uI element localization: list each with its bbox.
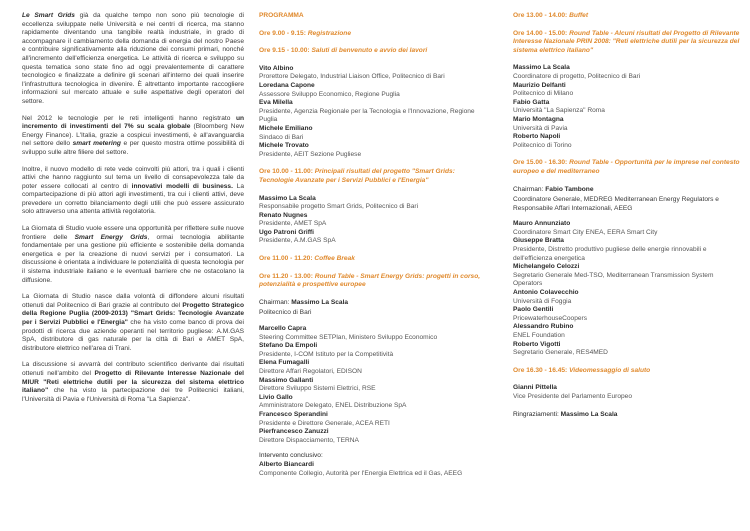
speaker-role: Politecnico di Torino — [513, 141, 572, 149]
thanks-name: Massimo La Scala — [560, 410, 618, 418]
intro-text: che ha visto la partecipazione dei tre Politecnici italiani, l'Università di Pavia e l'Università di Roma "La Sapienza". — [22, 387, 244, 403]
speaker-group — [513, 186, 740, 358]
speaker-name: Fabio Gatta — [513, 98, 550, 106]
chairman-name: Fabio Tambone — [545, 185, 594, 193]
speaker-name: Mauro Annunziato — [513, 220, 571, 228]
speaker-name: Roberto Napoli — [513, 133, 561, 141]
session-time: Ore 15.00 - 16.30: — [513, 159, 568, 167]
speaker — [513, 133, 740, 150]
speaker-name: Francesco Sperandini — [259, 410, 328, 418]
speaker-role: Università "La Sapienza" Roma — [513, 107, 605, 115]
intro-emphasis: smart metering — [72, 140, 121, 148]
speaker-role: Componente Collegio, Autorità per l'Energia Elettrica ed il Gas, AEEG — [259, 469, 463, 477]
speaker-role: Politecnico di Milano — [513, 90, 574, 98]
speaker-name: Michele Trovato — [259, 142, 309, 150]
speaker — [259, 65, 487, 82]
intro-paragraph — [22, 361, 244, 404]
speaker — [259, 428, 487, 445]
speaker-role: Università di Foggia — [513, 297, 572, 305]
speaker — [259, 212, 487, 229]
speaker — [513, 82, 740, 99]
speaker — [513, 384, 740, 401]
intro-emphasis: innovativi modelli di business. — [131, 182, 233, 190]
intro-column — [22, 12, 244, 412]
speaker — [513, 289, 740, 306]
speaker-role: Prorettore Delegato, Industrial Liaison Office, Politecnico di Bari — [259, 73, 445, 81]
chairman-line — [259, 299, 487, 308]
speaker — [259, 99, 487, 125]
speaker — [259, 195, 487, 212]
speaker-name: Marcello Capra — [259, 325, 307, 333]
session-title — [259, 30, 487, 39]
speaker-role: Steering Committee SETPlan, Ministero Sviluppo Economico — [259, 333, 438, 341]
session-title — [259, 255, 487, 264]
session-title — [259, 47, 487, 56]
speaker-role: Segretario Generale Med-TSO, Mediterranean Transmission System Operators — [513, 271, 714, 288]
speaker-name: Renato Nugnes — [259, 211, 308, 219]
speaker-name: Alessandro Rubino — [513, 323, 574, 331]
speaker — [259, 359, 487, 376]
session-name: Round Table - Opportunità per le imprese nel contesto europeo e del mediterraneo — [513, 159, 740, 175]
speaker-name: Pierfrancesco Zanuzzi — [259, 428, 329, 436]
intro-text: La Giornata di Studio nasce dalla volontà di diffondere alcuni risultati ottenuti dal Politecnico di Bari grazie al contributo del — [22, 293, 244, 309]
speaker-name: Maurizio Delfanti — [513, 81, 566, 89]
intro-text: La compartecipazione di più attori agli investimenti, tra cui i clienti attivi, deve prevedere un corretto bilanciamento degli utili che può essere assicurato solo attraverso una attenta attività regolatoria. — [22, 182, 244, 216]
speaker-name: Antonio Colavecchio — [513, 289, 579, 297]
afternoon-column — [513, 12, 740, 421]
session-name: Coffee Break — [314, 255, 355, 263]
intro-paragraph — [22, 293, 244, 353]
speaker-group — [513, 384, 740, 401]
speaker-name: Paolo Gentili — [513, 306, 554, 314]
speaker-name: Mario Montagna — [513, 115, 564, 123]
session-name: Videomessaggio di saluto — [569, 366, 651, 374]
speaker — [259, 82, 487, 99]
speaker — [513, 116, 740, 133]
speaker-role: Segretario Generale, RES4MED — [513, 349, 608, 357]
speaker-role: Presidente e Direttore Generale, ACEA RETI — [259, 419, 390, 427]
speaker-role: PricewaterhouseCoopers — [513, 314, 588, 322]
speaker — [259, 342, 487, 359]
speaker-name: Stefano Da Empoli — [259, 342, 318, 350]
speaker-name: Giuseppe Bratta — [513, 237, 564, 245]
speaker-name: Alberto Biancardi — [259, 460, 314, 468]
speaker-name: Livio Gallo — [259, 393, 293, 401]
intro-emphasis: un incremento di investimenti del 7% su scala globale — [22, 114, 244, 131]
closing-label: Intervento conclusivo: — [259, 452, 323, 460]
thanks-label: Ringraziamenti: — [513, 410, 559, 418]
speaker — [513, 99, 740, 116]
session-name: Round Table - Alcuni risultati del Progetto di Rilevante Interesse Nazionale PRIN 2008: "Reti elettriche dutili per la sicurezza del sistema elettrico italiano" — [513, 29, 740, 54]
chairman-role: Coordinatore Generale, MEDREG Mediterranean Energy Regulators e Responsabile Affari Internazionali, AEEG — [513, 196, 719, 212]
intro-emphasis: Smart Energy Grids — [74, 233, 148, 241]
speaker — [259, 229, 487, 246]
intro-paragraph — [22, 12, 244, 107]
chairman-label: Chairman: — [513, 185, 544, 193]
session-name: Round Table - Smart Energy Grids: progetti in corso, potenzialità e prospettive europee — [259, 272, 481, 289]
session-time: Ore 14.00 - 15.00: — [513, 29, 568, 37]
speaker-role: Sindaco di Bari — [259, 133, 304, 141]
speaker-role: Presidente, Distretto produttivo pugliese delle energie rinnovabili e dell'efficienza energetica — [513, 246, 707, 262]
speaker — [259, 394, 487, 411]
intro-emphasis: Progetto di Rilevante Interesse Nazionale del MIUR "Reti elettriche dutili per la sicurezza del sistema elettrico italiano" — [22, 369, 244, 395]
intro-text: , ormai tecnologia abilitante fondamentale per una gestione più efficiente e sostenibile della domanda energetica e per la creazione di nuovi servizi per i consumatori. La discussione è orientata a individuare le potenzialità di questa tecnologia per il sistema industriale italiano e le eventuali barriere che ne ostacolano la diffusione. — [22, 233, 244, 284]
speaker-role: Coordinatore di progetto, Politecnico di Bari — [513, 72, 641, 80]
speaker — [513, 237, 740, 263]
speaker — [513, 64, 740, 81]
speaker — [513, 323, 740, 340]
speaker-group — [259, 195, 487, 247]
intro-text: La Giornata di Studio vuole essere una opportunità per riflettere sulle nuove frontiere delle — [22, 225, 244, 241]
session-title — [513, 12, 740, 21]
speaker-role: Vice Presidente del Parlamento Europeo — [513, 392, 633, 400]
intro-text: e per questo mostra ottime possibilità di sviluppo sulle altre filiere del settore. — [22, 140, 245, 156]
speaker — [259, 461, 487, 478]
programme-column — [259, 12, 487, 487]
session-time: Ore 11.00 - 11.20: — [259, 255, 313, 263]
speaker-name: Roberto Vigotti — [513, 340, 561, 348]
speaker — [259, 142, 487, 159]
speaker — [259, 377, 487, 394]
session-time: Ore 9.00 - 9.15: — [259, 29, 306, 37]
speaker-role: Assessore Sviluppo Economico, Regione Puglia — [259, 90, 400, 98]
speaker-role: Presidente, I-COM Istituto per la Competitività — [259, 350, 394, 358]
speaker-role: Presidente, A.M.GAS SpA — [259, 237, 336, 245]
speaker-group — [259, 299, 487, 478]
session-title — [259, 168, 487, 185]
intro-text: (Bloomberg New Energy Finance). L'Italia, grazie a cospicui investimenti, è all'avanguardia nel settore dello — [22, 123, 244, 148]
intro-text: La discussione si avvarrà del contributo scientifico derivante dai risultati ottenuti nell'ambito del — [22, 361, 244, 377]
session-title — [259, 273, 487, 290]
speaker-role: Direttore Affari Regolatori, EDISON — [259, 368, 362, 375]
speaker-role: Responsabile progetto Smart Grids, Politecnico di Bari — [259, 203, 419, 211]
speaker — [259, 325, 487, 342]
intro-text: Nel 2012 le tecnologie per le reti intelligenti hanno registrato — [22, 114, 236, 122]
intro-paragraph — [22, 225, 244, 285]
speaker-role: Presidente, AEIT Sezione Pugliese — [259, 150, 362, 158]
intro-emphasis: Le Smart Grids — [22, 12, 75, 19]
programme-heading: PROGRAMMA — [259, 12, 304, 19]
speaker-role: Coordinatore Smart City ENEA, EERA Smart City — [513, 228, 658, 236]
speaker-role: Amministratore Delegato, ENEL Distribuzione SpA — [259, 402, 407, 410]
chairman-line — [513, 186, 740, 195]
speaker-name: Michele Emiliano — [259, 124, 313, 132]
speaker — [513, 263, 740, 289]
speaker-name: Massimo La Scala — [259, 194, 316, 202]
speaker — [259, 411, 487, 428]
intro-text: Inoltre, il nuovo modello di rete vede coinvolti più attori, tra i quali i clienti attivi che hanno raggiunto sul tema un livello di consapevolezza tale da poter essere collocati al centro di — [22, 165, 244, 190]
intro-text: già da qualche tempo non sono più tecnologie di eccellenza sviluppate nelle Università e nei centri di ricerca, ma stanno rapidamente diventando una tangibile realtà industriale, in grado di accompagnare il cambiamento della domanda di energia del nostro Paese e contribuire significativamente alla riduzione dei consumi primari, nonché all'incremento dell'efficienza energetica. Le attività di ricerca e sviluppo su questa tematica sono state fino ad oggi prevalentemente di carattere tecnologico e finalizzate a definire gli scenari all'interno dei quali inserire l'infrastruttura tecnologica in divenire. È altrettanto importante raccogliere informazioni sul mercato attuale e sulle aspettative degli operatori del settore. — [22, 12, 244, 105]
session-time: Ore 10.00 - 11.00: — [259, 168, 313, 176]
speaker-role: Presidente, AMET SpA — [259, 220, 327, 228]
session-title — [513, 159, 740, 176]
chairman-label: Chairman: — [259, 298, 290, 306]
session-title — [513, 30, 740, 56]
speaker-group — [259, 65, 487, 160]
session-time: Ore 16.30 - 16.45: — [513, 366, 568, 374]
speaker-name: Gianni Pittella — [513, 384, 557, 392]
speaker-role: Direttore Sviluppo Sistemi Elettrici, RSE — [259, 385, 376, 393]
session-time: Ore 13.00 - 14.00: — [513, 12, 568, 19]
intro-paragraph — [22, 166, 244, 218]
speaker — [513, 306, 740, 323]
thanks-line — [513, 411, 740, 420]
intro-emphasis: Progetto Strategico della Regione Puglia (2009-2013) "Smart Grids: Tecnologie Avanzate per i Servizi Pubblici e l'Energia" — [22, 301, 245, 326]
speaker-role: Presidente, Agenzia Regionale per la Tecnologia e l'Innovazione, Regione Puglia — [259, 107, 475, 124]
speaker — [513, 341, 740, 358]
session-name: Buffet — [569, 12, 589, 19]
speaker — [513, 220, 740, 237]
chairman-role: Politecnico di Bari — [259, 309, 312, 317]
speaker-name: Eva Milella — [259, 99, 293, 107]
chairman-name: Massimo La Scala — [291, 298, 349, 306]
session-name: Saluti di benvenuto e avvio dei lavori — [311, 47, 428, 55]
speaker-role: ENEL Foundation — [513, 332, 565, 339]
speaker-group — [513, 64, 740, 150]
speaker-name: Elena Fumagalli — [259, 359, 310, 367]
session-time: Ore 11.20 - 13.00: — [259, 272, 313, 280]
speaker-name: Vito Albino — [259, 64, 294, 72]
speaker-name: Massimo La Scala — [513, 64, 570, 72]
speaker-name: Ugo Patroni Griffi — [259, 228, 314, 236]
session-name: Registrazione — [307, 29, 352, 37]
speaker — [259, 125, 487, 142]
speaker-role: Università di Pavia — [513, 124, 568, 132]
session-title — [513, 367, 740, 376]
intro-paragraph — [22, 115, 244, 158]
intro-text: che ha visto come banco di prova dei prodotti di ricerca due aziende operanti nel territorio pugliese: A.M.GAS SpA, distributore di gas naturale per la città di Bari e AMET SpA, distributore elettrico nell'area di Trani. — [22, 319, 244, 352]
speaker-name: Massimo Gallanti — [259, 376, 314, 384]
speaker-name: Michelangelo Celozzi — [513, 263, 580, 271]
speaker-name: Loredana Capone — [259, 81, 315, 89]
session-name: Principali risultati del progetto "Smart Grids: Tecnologie Avanzate per i Servizi Pubblici e l'Energia" — [259, 168, 455, 184]
speaker-role: Direttore Dispacciamento, TERNA — [259, 436, 359, 444]
session-time: Ore 9.15 - 10.00: — [259, 47, 310, 55]
